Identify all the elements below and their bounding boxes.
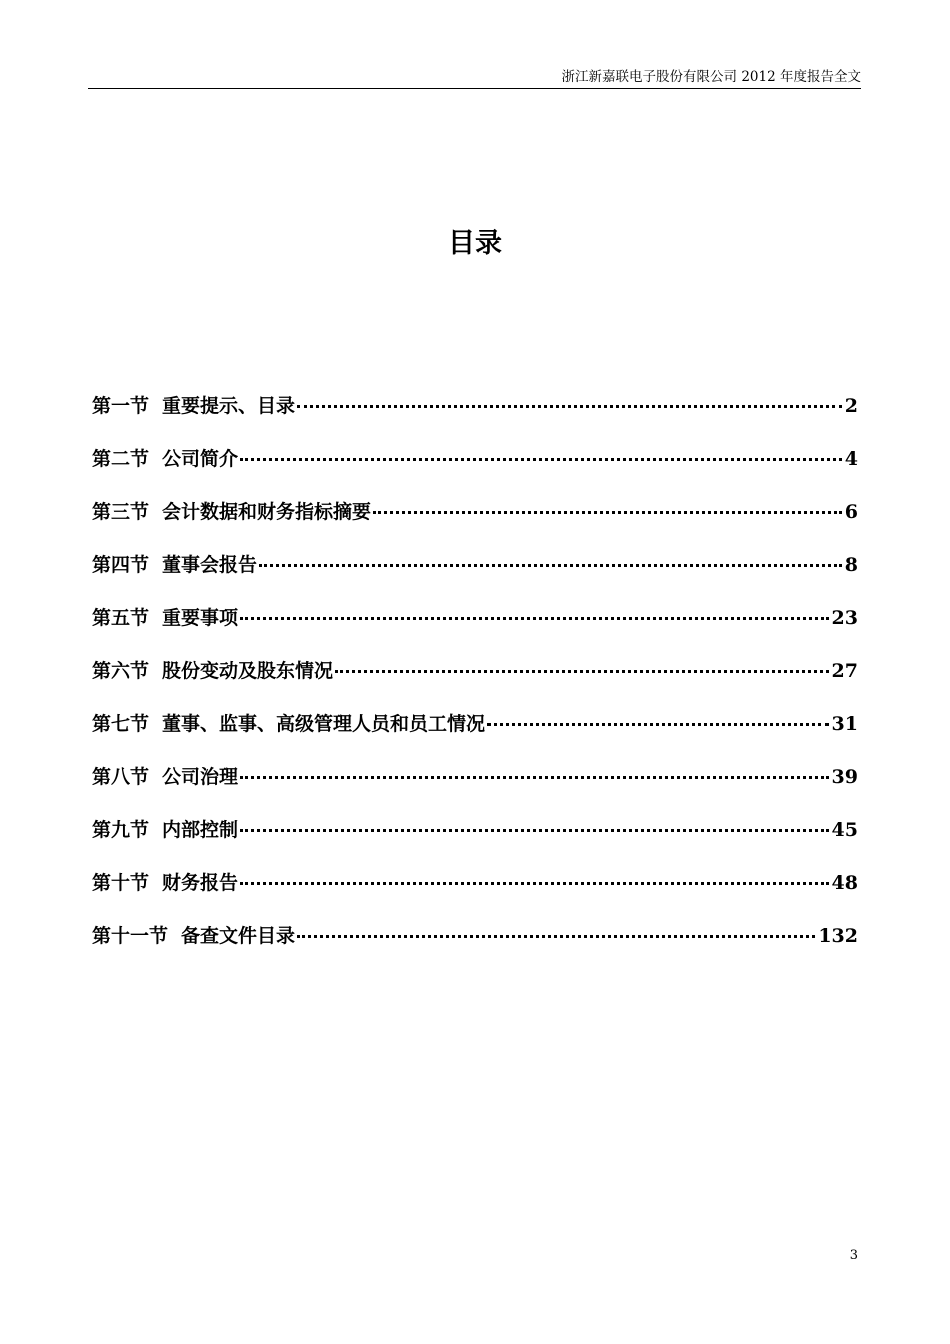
toc-section-title: 内部控制: [162, 819, 239, 841]
toc-section-title: 公司简介: [162, 448, 239, 470]
toc-dot-leader: [373, 511, 842, 514]
toc-entry[interactable]: [92, 600, 858, 653]
toc-dot-leader: [297, 935, 815, 938]
toc-section-number: 第二节: [92, 448, 150, 470]
toc-section-number: 第三节: [92, 501, 150, 523]
toc-page-number: 8: [844, 554, 858, 576]
toc-entry[interactable]: [92, 441, 858, 494]
toc-title: 目录: [448, 228, 502, 259]
toc-page-number: 31: [831, 713, 858, 735]
toc-dot-leader: [240, 829, 829, 832]
header-text: 浙江新嘉联电子股份有限公司 2012 年度报告全文: [561, 69, 861, 85]
toc-section-number: 第五节: [92, 607, 150, 629]
toc-entry[interactable]: [92, 494, 858, 547]
toc-section-title: 重要事项: [162, 607, 239, 629]
toc-section-title: 董事会报告: [162, 554, 258, 576]
toc-page-number: 27: [831, 660, 858, 682]
toc-page-number: 2: [844, 395, 858, 417]
toc-page-number: 23: [831, 607, 858, 629]
toc-list: [92, 388, 858, 971]
page-number: 3: [849, 1248, 858, 1263]
page-header: [88, 66, 861, 89]
toc-page-number: 6: [844, 501, 858, 523]
toc-section-number: 第四节: [92, 554, 150, 576]
toc-section-number: 第六节: [92, 660, 150, 682]
toc-page-number: 48: [831, 872, 858, 894]
toc-section-title: 公司治理: [162, 766, 239, 788]
toc-section-title: 财务报告: [162, 872, 239, 894]
toc-section-title: 备查文件目录: [181, 925, 296, 947]
toc-section-title: 会计数据和财务指标摘要: [162, 501, 372, 523]
toc-page-number: 45: [831, 819, 858, 841]
toc-entry[interactable]: [92, 812, 858, 865]
toc-entry[interactable]: [92, 653, 858, 706]
toc-entry[interactable]: [92, 706, 858, 759]
toc-section-number: 第七节: [92, 713, 150, 735]
toc-dot-leader: [240, 458, 842, 461]
toc-section-title: 重要提示、目录: [162, 395, 296, 417]
toc-section-number: 第九节: [92, 819, 150, 841]
toc-dot-leader: [259, 564, 842, 567]
toc-entry[interactable]: [92, 547, 858, 600]
toc-page-number: 132: [818, 925, 858, 947]
toc-section-number: 第十节: [92, 872, 150, 894]
toc-entry[interactable]: [92, 388, 858, 441]
toc-page-number: 4: [844, 448, 858, 470]
toc-section-number: 第八节: [92, 766, 150, 788]
toc-dot-leader: [240, 776, 829, 779]
toc-page-number: 39: [831, 766, 858, 788]
toc-section-title: 股份变动及股东情况: [162, 660, 334, 682]
toc-entry[interactable]: [92, 918, 858, 971]
toc-entry[interactable]: [92, 865, 858, 918]
toc-dot-leader: [297, 405, 842, 408]
toc-dot-leader: [487, 723, 829, 726]
toc-section-number: 第十一节: [92, 925, 169, 947]
toc-dot-leader: [335, 670, 829, 673]
toc-section-number: 第一节: [92, 395, 150, 417]
toc-section-title: 董事、监事、高级管理人员和员工情况: [162, 713, 486, 735]
toc-dot-leader: [240, 617, 829, 620]
toc-entry[interactable]: [92, 759, 858, 812]
toc-dot-leader: [240, 882, 829, 885]
